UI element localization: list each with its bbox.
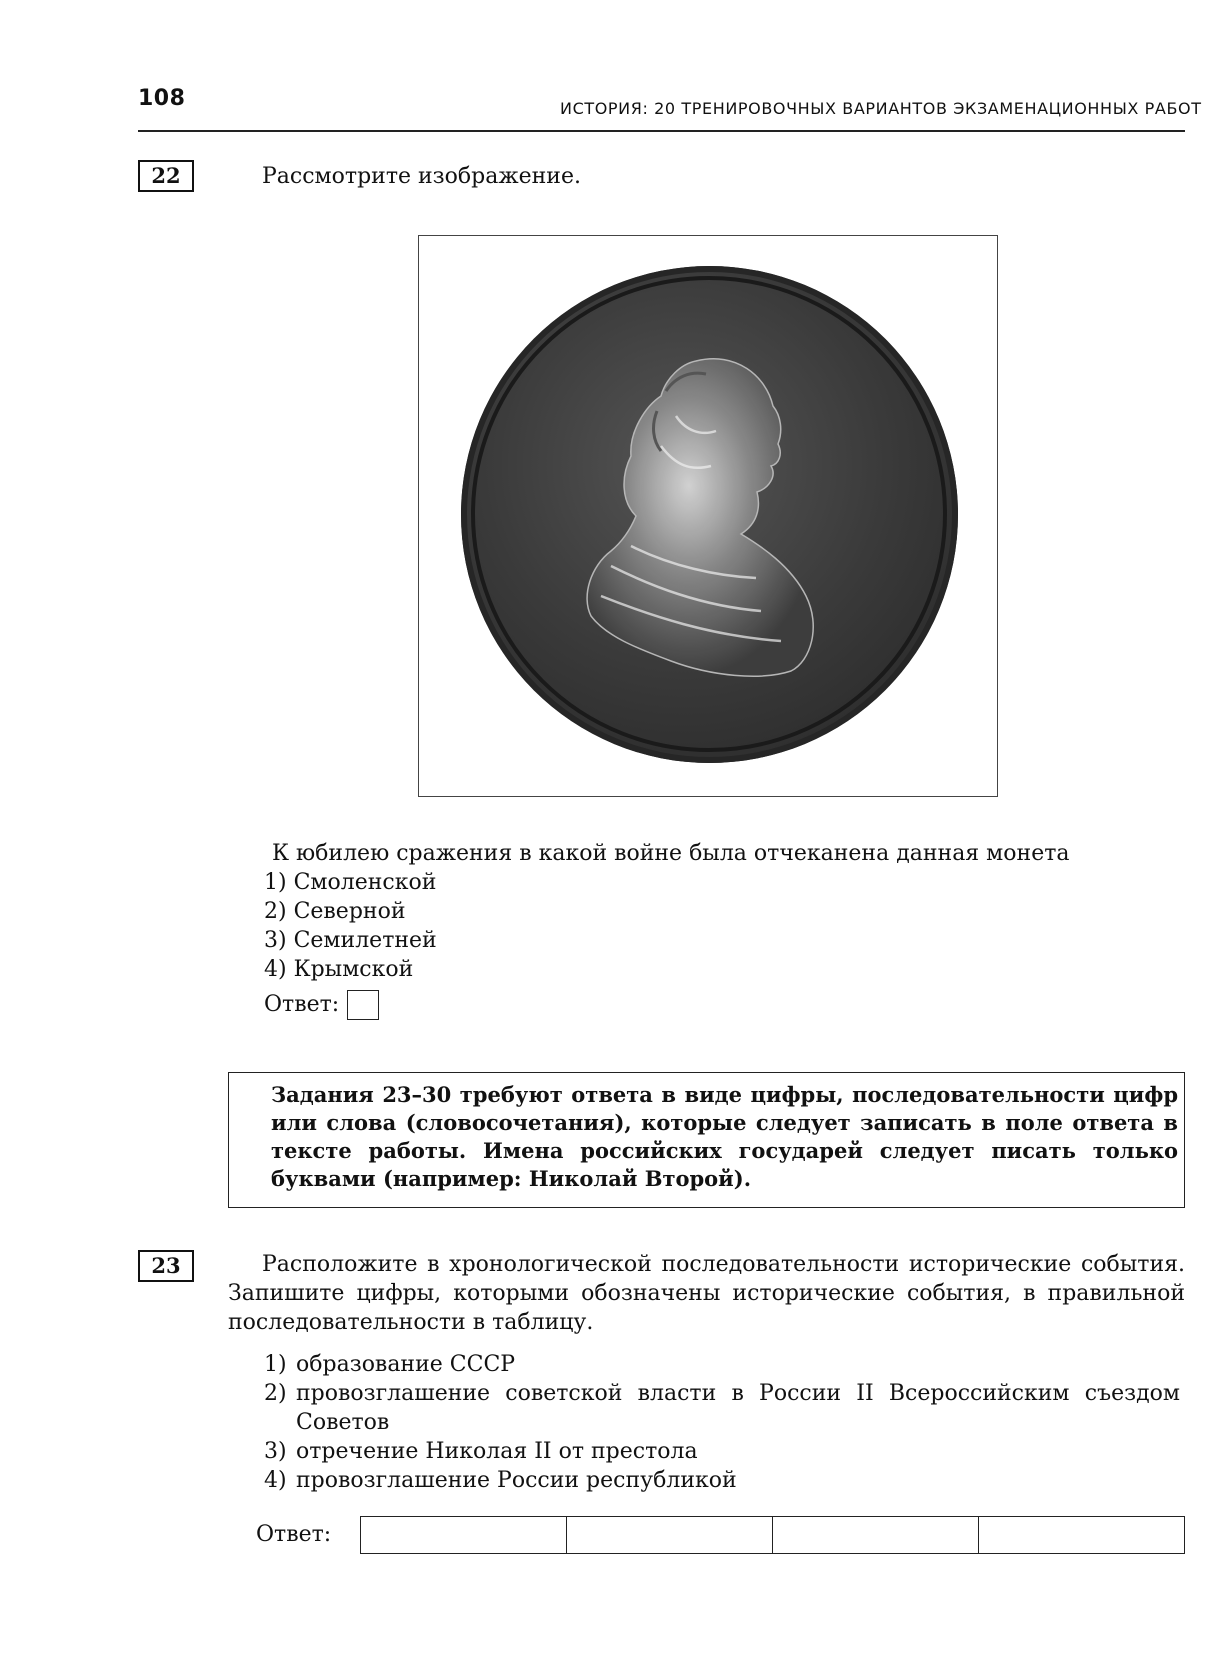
- q23-option-3-number: 3): [264, 1439, 287, 1464]
- q23-option-2-number: 2): [264, 1381, 287, 1406]
- q22-answer-field[interactable]: [347, 990, 379, 1020]
- q23-option-4-number: 4): [264, 1468, 287, 1493]
- instruction-note: Задания 23–30 требуют ответа в виде цифры, последовательности цифр или слова (словосочетания), которые следует записать в поле ответа в тексте работы. Имена российских государей следует писать только буквами (например: Николай Второй).: [228, 1072, 1185, 1208]
- header-divider: [138, 130, 1185, 132]
- q22-answer-label: Ответ:: [264, 992, 340, 1017]
- q22-prompt: Рассмотрите изображение.: [262, 164, 581, 189]
- q23-options: [264, 1350, 1185, 1495]
- coin-image-frame: [418, 235, 998, 797]
- q23-option-1-number: 1): [264, 1352, 287, 1377]
- q23-answer-table: [360, 1516, 1185, 1554]
- q22-answer-row: [264, 990, 379, 1020]
- q23-answer-cell[interactable]: [567, 1517, 773, 1553]
- q23-option-1: [264, 1350, 1185, 1379]
- q23-option-4-text: провозглашение России республикой: [296, 1468, 737, 1493]
- q23-option-4: [264, 1466, 1185, 1495]
- q23-answer-cell[interactable]: [979, 1517, 1184, 1553]
- q22-option-2: 2) Северной: [264, 899, 406, 924]
- coin-image: [461, 266, 958, 763]
- q22-question: К юбилею сражения в какой войне была отчеканена данная монета: [272, 841, 1070, 866]
- q22-option-3: 3) Семилетней: [264, 928, 437, 953]
- q23-answer-label: Ответ:: [256, 1522, 332, 1547]
- q23-answer-cell[interactable]: [361, 1517, 567, 1553]
- q22-option-1: 1) Смоленской: [264, 870, 437, 895]
- q22-option-4: 4) Крымской: [264, 957, 414, 982]
- coin-relief: [461, 266, 958, 763]
- q23-answer-cell[interactable]: [773, 1517, 979, 1553]
- q23-option-2: [264, 1379, 1185, 1437]
- q23-prompt: Расположите в хронологической последовательности исторические события. Запишите цифры, которыми обозначены исторические события, в правильной последовательности в таблицу.: [228, 1252, 1185, 1335]
- q23-option-1-text: образование СССР: [296, 1352, 516, 1377]
- q23-option-3-text: отречение Николая II от престола: [296, 1439, 698, 1464]
- question-number-22: 22: [138, 160, 194, 192]
- q23-option-3: [264, 1437, 1185, 1466]
- running-title: ИСТОРИЯ: 20 ТРЕНИРОВОЧНЫХ ВАРИАНТОВ ЭКЗАМЕНАЦИОННЫХ РАБОТ: [560, 99, 1202, 118]
- q23-option-2-text: провозглашение советской власти в России II Всероссийским съездом Советов: [296, 1381, 1180, 1435]
- question-number-23: 23: [138, 1250, 194, 1282]
- page-number: 108: [138, 86, 186, 111]
